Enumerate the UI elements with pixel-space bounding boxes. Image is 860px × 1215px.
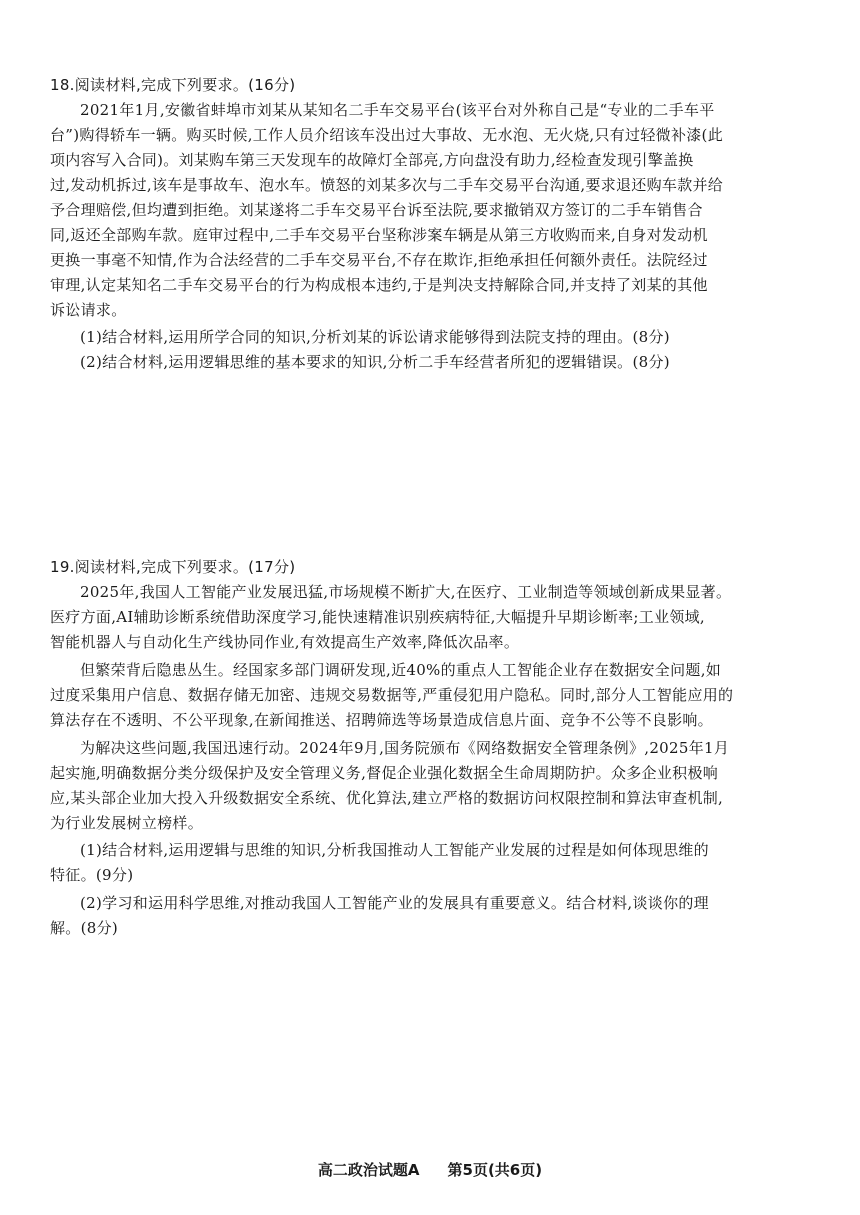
q19-subquestion-1: (1)结合材料,运用逻辑与思维的知识,分析我国推动人工智能产业发展的过程是如何体现思维的 — [80, 841, 709, 859]
page-footer — [0, 1160, 860, 1180]
q18-subquestion-1: (1)结合材料,运用所学合同的知识,分析刘某的诉讼请求能够得到法院支持的理由。(8分) — [80, 328, 670, 346]
q18-subquestion-2: (2)结合材料,运用逻辑思维的基本要求的知识,分析二手车经营者所犯的逻辑错误。(8分) — [80, 353, 670, 371]
q19-paragraph-3-line: 起实施,明确数据分类分级保护及安全管理义务,督促企业强化数据全生命周期防护。众多企业积极响 — [50, 764, 719, 782]
q19-paragraph-3-line: 为行业发展树立榜样。 — [50, 814, 204, 832]
q18-material-line: 2021年1月,安徽省蚌埠市刘某从某知名二手车交易平台(该平台对外称自己是“专业的二手车平 — [80, 101, 715, 119]
q19-subquestion-1-cont: 特征。(9分) — [50, 866, 134, 884]
q18-material-line: 予合理赔偿,但均遭到拒绝。刘某遂将二手车交易平台诉至法院,要求撤销双方签订的二手车销售合 — [50, 201, 703, 219]
q19-paragraph-1-line: 医疗方面,AI辅助诊断系统借助深度学习,能快速精准识别疾病特征,大幅提升早期诊断率;工业领域, — [50, 608, 705, 626]
q18-material-line: 诉讼请求。 — [50, 301, 127, 319]
footer-subject: 高二政治试题A — [317, 1161, 420, 1179]
q19-paragraph-1-line: 智能机器人与自动化生产线协同作业,有效提高生产效率,降低次品率。 — [50, 633, 520, 651]
q19-paragraph-1-line: 2025年,我国人工智能产业发展迅猛,市场规模不断扩大,在医疗、工业制造等领域创新成果显著。 — [80, 583, 732, 601]
q19-subquestion-2: (2)学习和运用科学思维,对推动我国人工智能产业的发展具有重要意义。结合材料,谈谈你的理 — [80, 894, 709, 912]
q19-paragraph-2-line: 算法存在不透明、不公平现象,在新闻推送、招聘筛选等场景造成信息片面、竞争不公等不良影响。 — [50, 711, 713, 729]
q19-paragraph-3-line: 应,某头部企业加大投入升级数据安全系统、优化算法,建立严格的数据访问权限控制和算法审查机制, — [50, 789, 724, 807]
q19-paragraph-2-line: 但繁荣背后隐患丛生。经国家多部门调研发现,近40%的重点人工智能企业存在数据安全问题,如 — [80, 661, 722, 679]
q19-title: 19.阅读材料,完成下列要求。(17分) — [50, 558, 296, 576]
q18-material-line: 项内容写入合同)。刘某购车第三天发现车的故障灯全部亮,方向盘没有助力,经检查发现引擎盖换 — [50, 151, 694, 169]
q18-material-line: 过,发动机拆过,该车是事故车、泡水车。愤怒的刘某多次与二手车交易平台沟通,要求退还购车款并给 — [50, 176, 724, 194]
q18-material-line: 更换一事毫不知情,作为合法经营的二手车交易平台,不存在欺诈,拒绝承担任何额外责任。法院经过 — [50, 251, 708, 269]
q18-material-line: 台”)购得轿车一辆。购买时候,工作人员介绍该车没出过大事故、无水泡、无火烧,只有过轻微补漆(此 — [50, 126, 724, 144]
footer-page-number: 第5页(共6页) — [447, 1161, 543, 1179]
q18-material-line: 审理,认定某知名二手车交易平台的行为构成根本违约,于是判决支持解除合同,并支持了刘某的其他 — [50, 276, 708, 294]
q19-subquestion-2-cont: 解。(8分) — [50, 919, 119, 937]
q18-title: 18.阅读材料,完成下列要求。(16分) — [50, 76, 296, 94]
q19-paragraph-3-line: 为解决这些问题,我国迅速行动。2024年9月,国务院颁布《网络数据安全管理条例》,2025年1月 — [80, 739, 730, 757]
q18-material-line: 同,返还全部购车款。庭审过程中,二手车交易平台坚称涉案车辆是从第三方收购而来,自身对发动机 — [50, 226, 708, 244]
q19-paragraph-2-line: 过度采集用户信息、数据存储无加密、违规交易数据等,严重侵犯用户隐私。同时,部分人工智能应用的 — [50, 686, 734, 704]
